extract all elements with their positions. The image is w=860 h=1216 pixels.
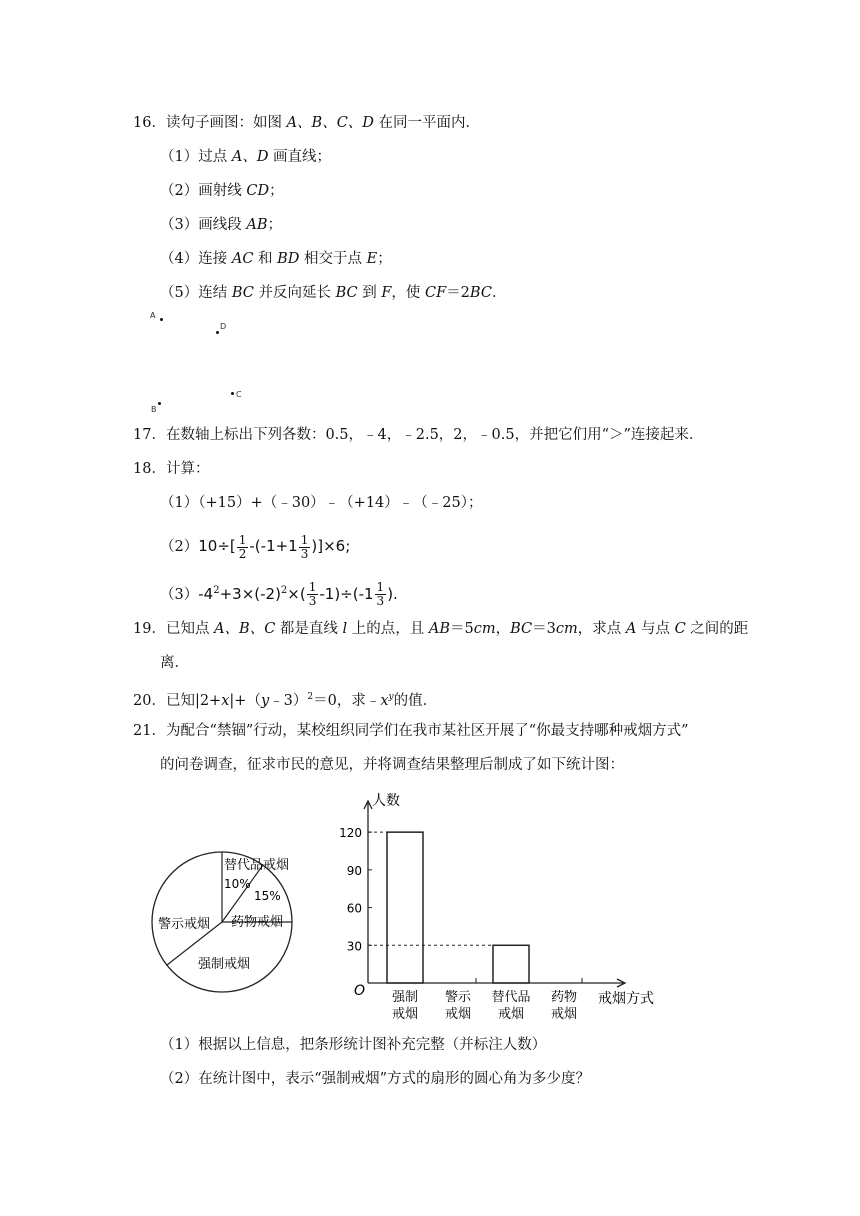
bar-chart — [330, 787, 670, 1027]
q18-step2: （2）10÷[ $\frac{1}{2}$ -(-1+1 $\frac{1}{3}$ )]×6; — [160, 532, 351, 561]
y-axis-label: 人数 — [372, 793, 400, 809]
point-b-label: B — [151, 405, 157, 414]
fraction: $\frac{1}{2}$ — [238, 532, 247, 561]
bar — [493, 945, 529, 983]
x-axis-label: 戒烟方式 — [598, 991, 654, 1007]
pie-label-substitute: 替代品戒烟 — [224, 858, 290, 873]
x-tick-label: 戒烟 — [391, 1007, 419, 1022]
y-tick-label: 30 — [346, 939, 362, 954]
x-tick-label: 戒烟 — [444, 1007, 472, 1022]
pie-percent-label: 15% — [254, 889, 281, 903]
x-tick-label: 替代品 — [491, 990, 531, 1005]
x-tick-label: 戒烟 — [550, 1007, 578, 1022]
y-tick-label: 90 — [346, 863, 362, 878]
pie-label-medicine: 药物戒烟 — [231, 915, 284, 930]
pie-label-forced: 强制戒烟 — [198, 957, 251, 972]
x-tick-label: 药物 — [550, 990, 578, 1005]
point-a-label: A — [150, 311, 156, 320]
fraction: $\frac{1}{3}$ — [300, 532, 309, 561]
y-tick-label: 120 — [339, 826, 362, 841]
point-c — [231, 392, 234, 395]
bar — [387, 832, 423, 983]
q16-step1: （1）过点 A、D 画直线； — [160, 149, 332, 165]
point-a — [160, 318, 163, 321]
point-b — [158, 402, 161, 405]
pie-chart — [145, 820, 305, 1000]
q16-step3: （3）画线段 AB； — [160, 217, 282, 233]
q21-step1: （1）根据以上信息，把条形统计图补充完整（并标注人数） — [160, 1037, 547, 1053]
q18-step3: $(3)-4^2+3\times(-2)^2\times$( $\frac{1}{3}$ -1)÷(-1 $\frac{1}{3}$ ). — [160, 580, 398, 609]
pie-label-warning: 警示戒烟 — [158, 917, 211, 932]
x-tick-label: 警示 — [444, 990, 472, 1005]
pie-percent-label: 10% — [224, 877, 251, 891]
point-d — [216, 331, 219, 334]
q16-step4: （4）连接 AC 和 BD 相交于点 E； — [160, 251, 392, 267]
fraction: $\frac{1}{3}$ — [376, 580, 385, 609]
q21-line1: 21．为配合“禁锢”行动，某校组织同学们在我市某社区开展了“你最支持哪种戒烟方式” — [133, 723, 689, 739]
origin-label: O — [354, 983, 366, 999]
q21-step2: （2）在统计图中，表示“强制戒烟”方式的扇形的圆心角为多少度？ — [160, 1071, 591, 1087]
q19-cont: 离． — [160, 655, 189, 671]
q16-stem: 16．读句子画图：如图 A、B、C、D 在同一平面内． — [133, 115, 481, 131]
x-tick-label: 戒烟 — [497, 1007, 525, 1022]
q21-line2: 的问卷调查，征求市民的意见，并将调查结果整理后制成了如下统计图： — [160, 757, 624, 773]
q20-text: 20．已知|2+x|+（y﹣3）$^2$＝0，求$﹣x^y$的值． — [133, 692, 438, 709]
y-tick-label: 60 — [346, 901, 362, 916]
q17-text: 17．在数轴上标出下列各数：0.5，﹣4，﹣2.5，2，﹣0.5，并把它们用“＞”连接起来． — [133, 427, 704, 443]
q16-step5: （5）连结 BC 并反向延长 BC 到 F，使 CF＝2BC． — [160, 285, 507, 301]
point-c-label: C — [236, 390, 242, 399]
x-tick-label: 强制 — [391, 990, 419, 1005]
q18-step1: （1）（+15）+（﹣30）﹣（+14）﹣（﹣25）； — [160, 495, 483, 511]
point-d-label: D — [220, 322, 227, 331]
bar-marks — [368, 832, 529, 983]
q18-stem: 18．计算： — [133, 461, 210, 477]
q19-text: 19．已知点 A、B、C 都是直线 l 上的点，且 AB＝5cm，BC＝3cm，求点 A 与点 C 之间的距 — [133, 621, 749, 637]
fraction: $\frac{1}{3}$ — [308, 580, 317, 609]
q16-step2: （2）画射线 CD； — [160, 183, 284, 199]
